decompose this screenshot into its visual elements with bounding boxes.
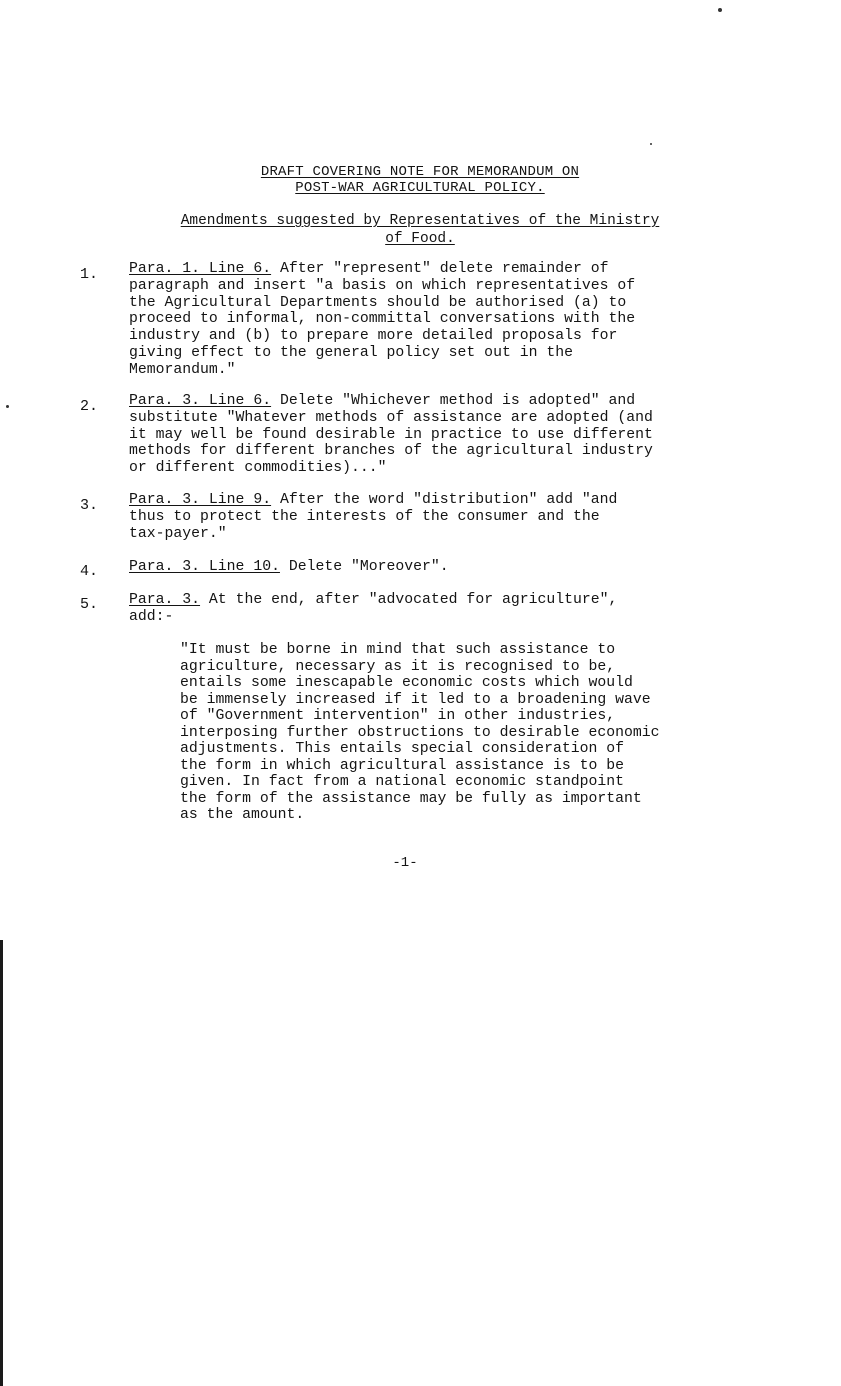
amendment-item [129,559,729,576]
document-subtitle-line-2: of Food. [385,231,455,247]
item-number: 4. [80,563,99,580]
item-number: 5. [80,596,99,613]
amendment-item [129,261,729,379]
amendment-text: Delete "Whichever method is adopted" and substitute "Whatever methods of assistance are adopted (and it may well be found desirable in practice to use different methods for different branches of the agricultural industry or different commodities)..." [129,393,653,477]
scan-speck [6,405,9,408]
amendment-item [129,393,729,477]
scan-edge-shadow [0,940,3,1386]
amendment-item [129,592,729,626]
scan-speck [650,143,652,145]
amendment-text: Delete "Moreover". [279,559,449,575]
scan-speck [718,8,722,12]
item-number: 2. [80,398,99,415]
paragraph-reference: Para. 3. Line 6. [129,393,272,409]
page-number: -1- [392,855,418,871]
quoted-insertion: "It must be borne in mind that such assistance to agriculture, necessary as it is recognised to be, entails some inescapable economic costs which would be immensely increased if it led to a broadening wave of "Government intervention" in other industries, interposing further obstructions to desirable economic adjustments. This entails special consideration of the form in which agricultural assistance is to be given. In fact from a national economic standpoint the form of the assistance may be fully as important as the amount. [180,642,660,823]
amendment-text: After "represent" delete remainder of paragraph and insert "a basis on which representatives of the Agricultural Departments should be authorised (a) to proceed to informal, non-committal conversations with the industry and (b) to prepare more detailed proposals for giving effect to the general policy set out in the Memorandum." [129,261,636,378]
amendment-text: At the end, after "advocated for agriculture", add:- [129,592,618,625]
paragraph-reference: Para. 1. Line 6. [129,261,272,277]
paragraph-reference: Para. 3. [129,592,201,608]
document-title-line-1: DRAFT COVERING NOTE FOR MEMORANDUM ON [260,164,580,180]
amendment-item [129,492,729,542]
document-title-line-2: POST-WAR AGRICULTURAL POLICY. [295,180,545,196]
amendment-text: After the word "distribution" add "and thus to protect the interests of the consumer and the tax-payer." [129,492,618,542]
paragraph-reference: Para. 3. Line 9. [129,492,272,508]
item-number: 3. [80,497,99,514]
item-number: 1. [80,266,99,283]
document-subtitle-line-1: Amendments suggested by Representatives of the Ministry [180,213,660,229]
paragraph-reference: Para. 3. Line 10. [129,559,280,575]
